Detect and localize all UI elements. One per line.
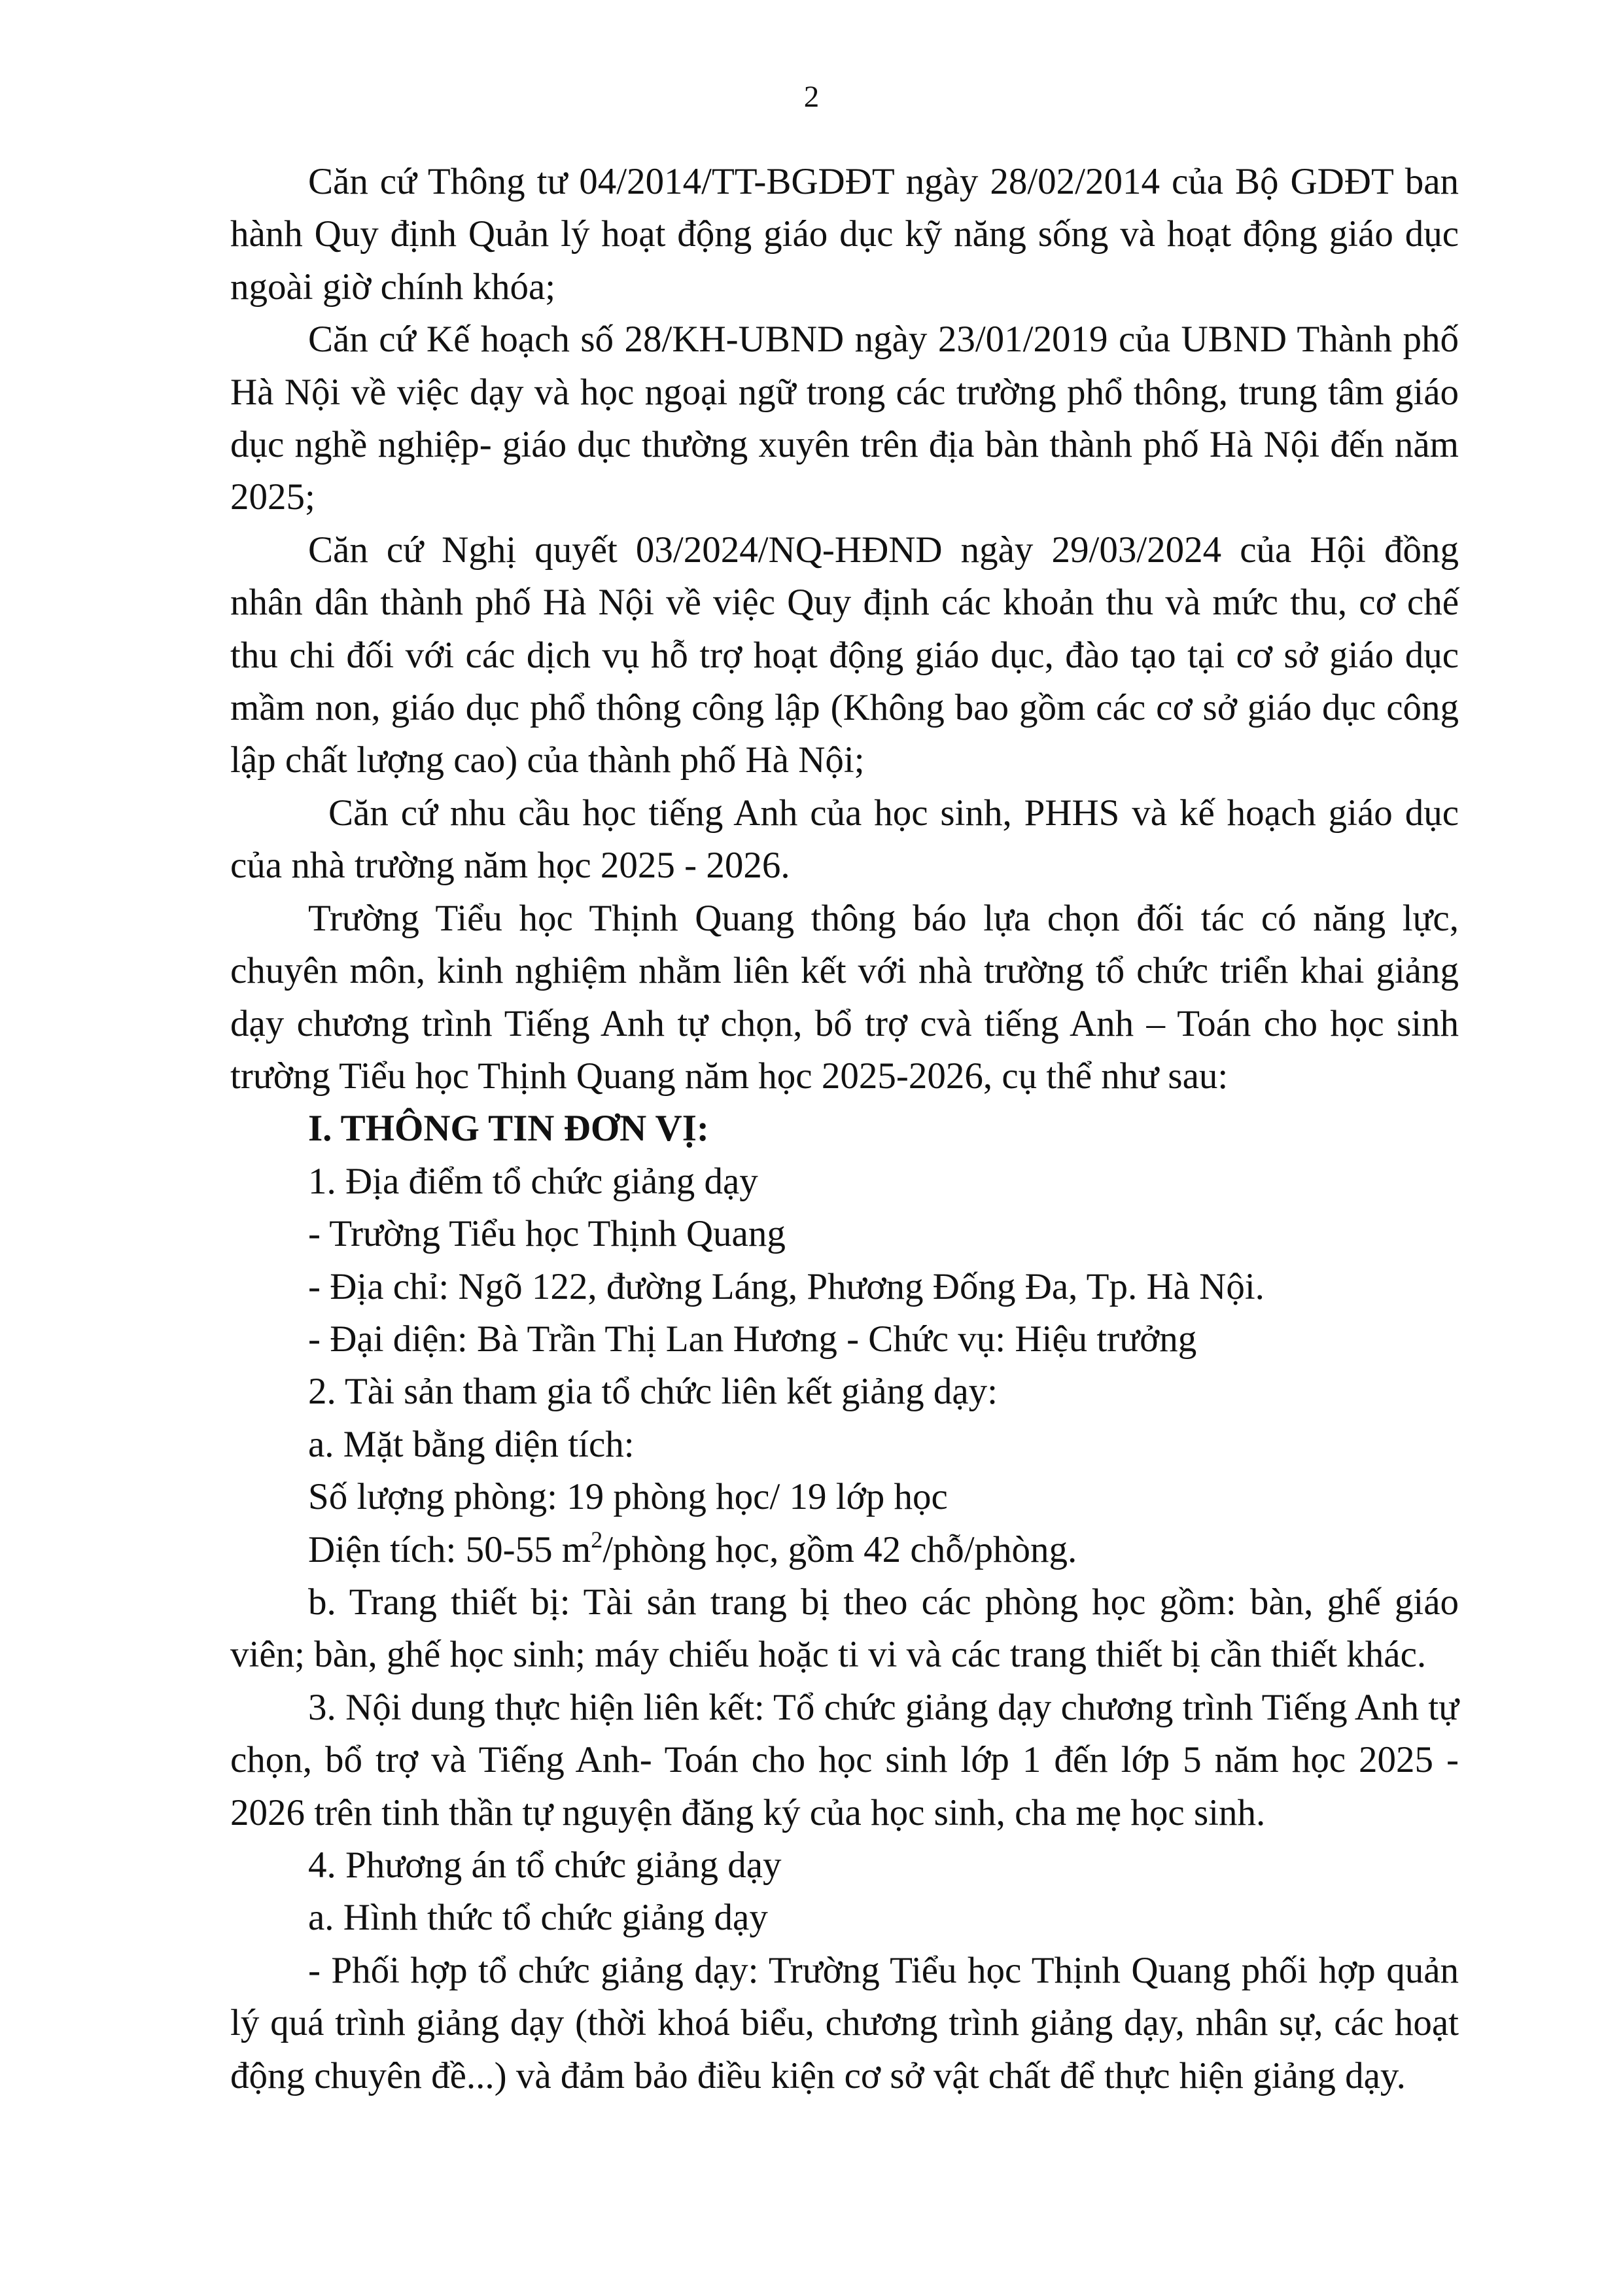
area-title: a. Mặt bằng diện tích: bbox=[308, 1423, 635, 1465]
coordination-paragraph: - Phối hợp tổ chức giảng dạy: Trường Tiểu học Thịnh Quang phối hợp quản lý quá trình giảng dạy (thời khoá biểu, chương trình giảng dạy, nhân sự, các hoạt động chuyên đề...) và đảm bảo điều kiện cơ sở vật chất để thực hiện giảng dạy. bbox=[230, 1949, 1459, 2096]
room-area-rest: /phòng học, gồm 42 chỗ/phòng. bbox=[602, 1528, 1077, 1570]
teaching-form-title: a. Hình thức tổ chức giảng dạy bbox=[308, 1897, 768, 1939]
legal-basis-needs: Căn cứ nhu cầu học tiếng Anh của học sinh, PHHS và kế hoạch giáo dục của nhà trường năm học 2025 - 2026. bbox=[230, 792, 1459, 887]
room-area-text: Diện tích: 50-55 m bbox=[308, 1528, 591, 1570]
legal-basis-resolution: Căn cứ Nghị quyết 03/2024/NQ-HĐND ngày 29/03/2024 của Hội đồng nhân dân thành phố Hà Nội về việc Quy định các khoản thu và mức thu, cơ chế thu chi đối với các dịch vụ hỗ trợ hoạt động giáo dục, đào tạo tại cơ sở giáo dục mầm non, giáo dục phổ thông công lập (Không bao gồm các cơ sở giáo dục công lập chất lượng cao) của thành phố Hà Nội; bbox=[230, 529, 1459, 781]
school-representative: - Đại diện: Bà Trần Thị Lan Hương - Chức vụ: Hiệu trưởng bbox=[308, 1318, 1197, 1360]
document-body bbox=[230, 156, 1459, 2102]
assets-title: 2. Tài sản tham gia tổ chức liên kết giảng dạy: bbox=[308, 1371, 998, 1413]
room-area-unit-superscript: 2 bbox=[591, 1526, 603, 1553]
announcement-paragraph: Trường Tiểu học Thịnh Quang thông báo lựa chọn đối tác có năng lực, chuyên môn, kinh nghiệm nhằm liên kết với nhà trường tổ chức triển khai giảng dạy chương trình Tiếng Anh tự chọn, bổ trợ cvà tiếng Anh – Toán cho học sinh trường Tiểu học Thịnh Quang năm học 2025-2026, cụ thể như sau: bbox=[230, 897, 1459, 1097]
page-number: 2 bbox=[803, 80, 820, 114]
equipment-paragraph: b. Trang thiết bị: Tài sản trang bị theo các phòng học gồm: bàn, ghế giáo viên; bàn, ghế học sinh; máy chiếu hoặc ti vi và các trang thiết bị cần thiết khác. bbox=[230, 1581, 1459, 1676]
school-name: - Trường Tiểu học Thịnh Quang bbox=[308, 1213, 786, 1255]
school-address: - Địa chỉ: Ngõ 122, đường Láng, Phương Đống Đa, Tp. Hà Nội. bbox=[308, 1265, 1265, 1307]
location-title: 1. Địa điểm tổ chức giảng dạy bbox=[308, 1160, 758, 1202]
section-heading: I. THÔNG TIN ĐƠN VỊ: bbox=[308, 1108, 709, 1150]
link-content-paragraph: 3. Nội dung thực hiện liên kết: Tổ chức giảng dạy chương trình Tiếng Anh tự chọn, bổ trợ và Tiếng Anh- Toán cho học sinh lớp 1 đến lớp 5 năm học 2025 - 2026 trên tinh thần tự nguyện đăng ký của học sinh, cha mẹ học sinh. bbox=[230, 1686, 1459, 1833]
legal-basis-plan: Căn cứ Kế hoạch số 28/KH-UBND ngày 23/01/2019 của UBND Thành phố Hà Nội về việc dạy và học ngoại ngữ trong các trường phổ thông, trung tâm giáo dục nghề nghiệp- giáo dục thường xuyên trên địa bàn thành phố Hà Nội đến năm 2025; bbox=[230, 319, 1459, 518]
teaching-plan-title: 4. Phương án tổ chức giảng dạy bbox=[308, 1845, 782, 1886]
room-area bbox=[230, 1524, 1459, 1576]
legal-basis-circular: Căn cứ Thông tư 04/2014/TT-BGDĐT ngày 28/02/2014 của Bộ GDĐT ban hành Quy định Quản lý hoạt động giáo dục kỹ năng sống và hoạt động giáo dục ngoài giờ chính khóa; bbox=[230, 161, 1459, 308]
room-count: Số lượng phòng: 19 phòng học/ 19 lớp học bbox=[308, 1476, 948, 1518]
